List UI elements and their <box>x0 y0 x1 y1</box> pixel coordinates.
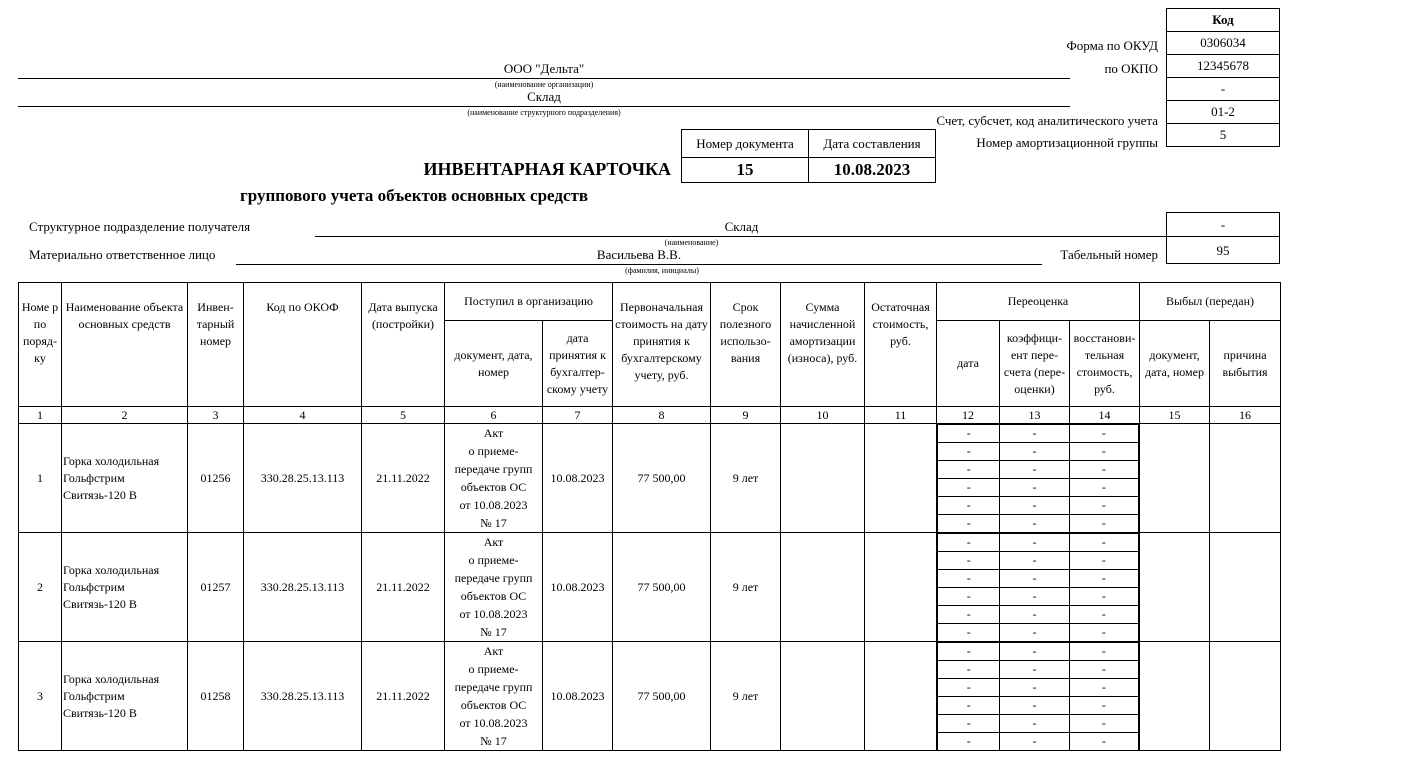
row-cost: 77 500,00 <box>613 424 711 533</box>
row-num: 3 <box>19 642 62 751</box>
okud-label: Форма по ОКУД <box>1066 38 1158 53</box>
recipient-code: - <box>1166 212 1280 237</box>
reval-dash: - <box>938 679 1000 697</box>
reval-dash: - <box>1069 461 1138 479</box>
row-doc-line: № 17 <box>480 516 507 530</box>
row-doc-line: Акт <box>483 644 504 658</box>
reval-dash: - <box>1069 497 1138 515</box>
reval-dash: - <box>938 461 1000 479</box>
row-doc <box>445 424 543 533</box>
amortization-group-label: Номер амортизационной группы <box>976 135 1158 150</box>
reval-dash: - <box>1000 733 1069 751</box>
col-number: 14 <box>1070 407 1140 424</box>
responsible-value: Васильева В.В. <box>596 247 682 262</box>
row-okof: 330.28.25.13.113 <box>244 642 362 751</box>
row-residual <box>865 642 937 751</box>
col-number: 5 <box>362 407 445 424</box>
account-code: 01-2 <box>1167 101 1280 124</box>
row-residual <box>865 424 937 533</box>
row-doc-line: о приеме- <box>468 444 519 458</box>
assets-table <box>18 282 1281 751</box>
header-name: Наименование объекта основных средств <box>62 283 188 407</box>
row-residual <box>865 533 937 642</box>
row-revaluation <box>937 642 1140 751</box>
row-doc-line: от 10.08.2023 <box>459 498 528 512</box>
col-number: 7 <box>543 407 613 424</box>
row-term: 9 лет <box>711 642 781 751</box>
reval-dash: - <box>1000 624 1069 642</box>
header-reval-date: дата <box>937 321 1000 407</box>
header-term: Срок полезного использо- вания <box>711 283 781 407</box>
reval-dash: - <box>1000 461 1069 479</box>
header-accept-date: дата принятия к бухгалтер- скому учету <box>543 321 613 407</box>
row-revaluation <box>937 424 1140 533</box>
reval-dash: - <box>1069 715 1138 733</box>
row-name: Горка холодильная Гольфстрим Свитязь-120 В <box>62 642 188 751</box>
row-doc-line: передаче групп <box>454 571 533 585</box>
col-number: 11 <box>865 407 937 424</box>
reval-dash: - <box>1000 606 1069 624</box>
reval-dash: - <box>1000 570 1069 588</box>
row-accept-date: 10.08.2023 <box>543 642 613 751</box>
division-name: Склад <box>527 89 561 104</box>
reval-dash: - <box>938 697 1000 715</box>
row-name: Горка холодильная Гольфстрим Свитязь-120 В <box>62 533 188 642</box>
row-amortization <box>781 533 865 642</box>
tab-number-label: Табельный номер <box>1060 247 1158 262</box>
row-amortization <box>781 424 865 533</box>
row-inv: 01256 <box>188 424 244 533</box>
col-number: 12 <box>937 407 1000 424</box>
responsible-label: Материально ответственное лицо <box>29 247 216 262</box>
reval-dash: - <box>1069 515 1138 533</box>
page-title: ИНВЕНТАРНАЯ КАРТОЧКА <box>423 159 671 179</box>
row-retire-reason <box>1210 642 1281 751</box>
row-num: 2 <box>19 533 62 642</box>
row-retire-doc <box>1140 642 1210 751</box>
reval-dash: - <box>1000 588 1069 606</box>
document-header-table <box>681 129 936 183</box>
recipient-value: Склад <box>724 219 759 234</box>
reval-dash: - <box>938 606 1000 624</box>
reval-dash: - <box>938 570 1000 588</box>
row-doc-line: от 10.08.2023 <box>459 607 528 621</box>
col-number: 9 <box>711 407 781 424</box>
row-doc-line: о приеме- <box>468 662 519 676</box>
row-doc-line: передаче групп <box>454 680 533 694</box>
reval-dash: - <box>1069 661 1138 679</box>
division-code: - <box>1167 78 1280 101</box>
row-okof: 330.28.25.13.113 <box>244 533 362 642</box>
header-inv: Инвен- тарный номер <box>188 283 244 407</box>
row-release: 21.11.2022 <box>362 642 445 751</box>
reval-dash: - <box>938 643 1000 661</box>
row-doc-line: № 17 <box>480 734 507 748</box>
header-revaluation: Переоценка <box>937 283 1140 321</box>
col-number: 15 <box>1140 407 1210 424</box>
reval-dash: - <box>1069 697 1138 715</box>
row-cost: 77 500,00 <box>613 533 711 642</box>
reval-dash: - <box>938 661 1000 679</box>
reval-dash: - <box>1069 570 1138 588</box>
reval-dash: - <box>938 534 1000 552</box>
row-doc-line: объектов ОС <box>460 480 527 494</box>
row-retire-doc <box>1140 424 1210 533</box>
reval-dash: - <box>1000 697 1069 715</box>
reval-dash: - <box>938 479 1000 497</box>
row-okof: 330.28.25.13.113 <box>244 424 362 533</box>
reval-dash: - <box>1000 552 1069 570</box>
row-doc-line: № 17 <box>480 625 507 639</box>
reval-dash: - <box>1069 425 1138 443</box>
reval-dash: - <box>1000 534 1069 552</box>
row-release: 21.11.2022 <box>362 424 445 533</box>
reval-dash: - <box>1000 479 1069 497</box>
col-number: 13 <box>1000 407 1070 424</box>
row-doc <box>445 642 543 751</box>
reval-dash: - <box>938 588 1000 606</box>
row-name: Горка холодильная Гольфстрим Свитязь-120 В <box>62 424 188 533</box>
row-inv: 01257 <box>188 533 244 642</box>
reval-dash: - <box>1000 661 1069 679</box>
organization-name: ООО "Дельта" <box>503 61 585 76</box>
reval-dash: - <box>938 552 1000 570</box>
reval-dash: - <box>1000 443 1069 461</box>
header-num: Номе р по поряд- ку <box>19 283 62 407</box>
division-caption: (наименование структурного подразделения) <box>467 108 621 117</box>
organization-caption: (наименование организации) <box>494 80 594 89</box>
reval-dash: - <box>938 715 1000 733</box>
col-number: 16 <box>1210 407 1281 424</box>
row-release: 21.11.2022 <box>362 533 445 642</box>
col-number: 3 <box>188 407 244 424</box>
reval-dash: - <box>1069 643 1138 661</box>
header-release: Дата выпуска (постройки) <box>362 283 445 407</box>
row-term: 9 лет <box>711 424 781 533</box>
tab-number-value: 95 <box>1166 236 1280 264</box>
row-retire-doc <box>1140 533 1210 642</box>
header-amortization: Сумма начисленной амортизации (износа), руб. <box>781 283 865 407</box>
responsible-caption: (фамилия, инициалы) <box>625 266 699 275</box>
page-subtitle: группового учета объектов основных средств <box>240 186 589 205</box>
reval-dash: - <box>938 624 1000 642</box>
header-received: Поступил в организацию <box>445 283 613 321</box>
col-number: 1 <box>19 407 62 424</box>
row-inv: 01258 <box>188 642 244 751</box>
col-number: 8 <box>613 407 711 424</box>
reval-dash: - <box>1069 443 1138 461</box>
reval-dash: - <box>1069 552 1138 570</box>
row-revaluation <box>937 533 1140 642</box>
col-number: 6 <box>445 407 543 424</box>
amortization-group-code: 5 <box>1167 124 1280 147</box>
recipient-caption: (наименование) <box>664 238 719 247</box>
reval-dash: - <box>938 443 1000 461</box>
header-residual: Остаточная стоимость, руб. <box>865 283 937 407</box>
codes-table <box>1166 8 1280 147</box>
reval-dash: - <box>1000 715 1069 733</box>
row-doc-line: объектов ОС <box>460 589 527 603</box>
row-doc-line: передаче групп <box>454 462 533 476</box>
header-retire-reason: причина выбытия <box>1210 321 1281 407</box>
row-retire-reason <box>1210 424 1281 533</box>
reval-dash: - <box>1000 515 1069 533</box>
row-doc-line: Акт <box>483 426 504 440</box>
reval-dash: - <box>938 497 1000 515</box>
reval-dash: - <box>1069 606 1138 624</box>
reval-dash: - <box>1069 679 1138 697</box>
header-retire-doc: документ, дата, номер <box>1140 321 1210 407</box>
reval-dash: - <box>1069 534 1138 552</box>
reval-dash: - <box>1069 733 1138 751</box>
doc-number-label: Номер документа <box>682 130 809 158</box>
okud-code: 0306034 <box>1167 32 1280 55</box>
reval-dash: - <box>1000 497 1069 515</box>
row-retire-reason <box>1210 533 1281 642</box>
row-doc-line: от 10.08.2023 <box>459 716 528 730</box>
okpo-code: 12345678 <box>1167 55 1280 78</box>
header-cost: Первоначальная стоимость на дату принятия к бухгалтерскому учету, руб. <box>613 283 711 407</box>
row-doc-line: о приеме- <box>468 553 519 567</box>
col-number: 4 <box>244 407 362 424</box>
header-doc: документ, дата, номер <box>445 321 543 407</box>
reval-dash: - <box>1000 679 1069 697</box>
row-accept-date: 10.08.2023 <box>543 424 613 533</box>
row-num: 1 <box>19 424 62 533</box>
reval-dash: - <box>938 425 1000 443</box>
row-accept-date: 10.08.2023 <box>543 533 613 642</box>
table-row <box>19 533 1281 642</box>
table-row <box>19 642 1281 751</box>
reval-dash: - <box>1069 479 1138 497</box>
reval-dash: - <box>1000 425 1069 443</box>
header-reval-cost: восстанови- тельная стоимость, руб. <box>1070 321 1140 407</box>
row-doc-line: объектов ОС <box>460 698 527 712</box>
header-reval-coef: коэффици- ент пере- счета (пере- оценки) <box>1000 321 1070 407</box>
codes-header: Код <box>1167 9 1280 32</box>
okpo-label: по ОКПО <box>1104 61 1158 76</box>
reval-dash: - <box>1000 643 1069 661</box>
reval-dash: - <box>1069 588 1138 606</box>
table-row <box>19 424 1281 533</box>
reval-dash: - <box>1069 624 1138 642</box>
recipient-label: Структурное подразделение получателя <box>29 219 251 234</box>
header-okof: Код по ОКОФ <box>244 283 362 407</box>
row-amortization <box>781 642 865 751</box>
doc-date-label: Дата составления <box>809 130 936 158</box>
doc-number: 15 <box>682 158 809 183</box>
row-doc <box>445 533 543 642</box>
row-cost: 77 500,00 <box>613 642 711 751</box>
row-term: 9 лет <box>711 533 781 642</box>
header-retired: Выбыл (передан) <box>1140 283 1281 321</box>
account-label: Счет, субсчет, код аналитического учета <box>936 113 1158 128</box>
reval-dash: - <box>938 733 1000 751</box>
doc-date: 10.08.2023 <box>809 158 936 183</box>
row-doc-line: Акт <box>483 535 504 549</box>
reval-dash: - <box>938 515 1000 533</box>
col-number: 2 <box>62 407 188 424</box>
col-number: 10 <box>781 407 865 424</box>
